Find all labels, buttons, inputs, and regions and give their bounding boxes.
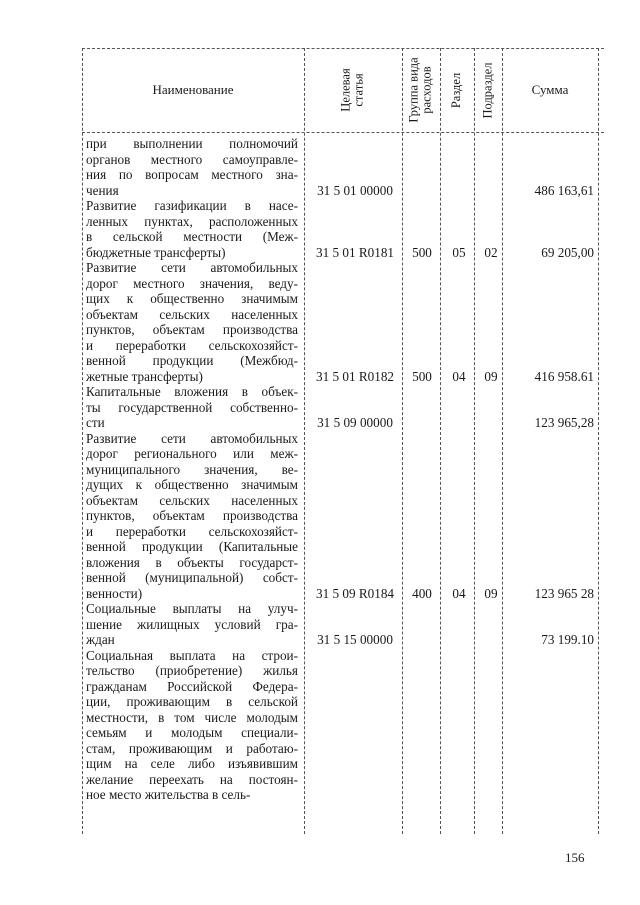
header-target-line2: статья [352, 73, 366, 107]
row-name-line: и переработки сельскохозяйст- [86, 337, 298, 353]
header-subsection-text: Подраздел [480, 62, 495, 118]
header-bottom-border [82, 132, 604, 133]
row-name-line: тельство (приобретение) жилья [86, 663, 298, 678]
row-name-line: сти [86, 415, 105, 430]
row-name-line: щих к общественно значимым [86, 291, 298, 306]
row-name-line: ждан [86, 632, 115, 647]
row-sum: 69 205,00 [541, 244, 594, 260]
row-subsection: 09 [484, 585, 498, 601]
row-sum: 73 199.10 [541, 632, 594, 647]
row-name-line: венной продукции (Межбюд- [86, 353, 298, 368]
header-section-text: Раздел [449, 72, 464, 108]
header-group [402, 48, 440, 132]
header-section [440, 48, 474, 132]
header-target-text [340, 68, 366, 111]
row-name-line: Капитальные вложения в объек- [86, 384, 298, 399]
row-name-line: пунктов, объектам производства [86, 322, 298, 337]
row-section: 04 [452, 585, 466, 601]
row-sum: 486 163,61 [534, 182, 594, 198]
col-divider [82, 48, 83, 834]
row-name-line: при выполнении полномочий [86, 136, 298, 151]
row-group: 400 [412, 585, 432, 601]
row-sum: 416 958.61 [534, 368, 594, 384]
row-name-line: Развитие газификации в насе- [86, 198, 298, 213]
row-name-line: венной (муниципальной) собст- [86, 570, 298, 585]
row-target-code: 31 5 15 00000 [317, 632, 393, 647]
row-sum: 123 965,28 [534, 415, 594, 430]
budget-table [82, 48, 604, 834]
row-name-line: гражданам Российской Федера- [86, 678, 298, 694]
row-name-line: семьям и молодым специали- [86, 725, 298, 740]
row-name-line: вложения в объекты государст- [86, 554, 298, 570]
row-name-line: ты государственной собственно- [86, 399, 298, 415]
row-name-line: щим на селе либо изъявившим [86, 756, 298, 771]
row-target-code: 31 5 01 00000 [317, 182, 393, 198]
row-subsection: 09 [484, 368, 498, 384]
col-divider [402, 48, 403, 834]
row-subsection: 02 [484, 244, 498, 260]
row-section: 05 [452, 244, 466, 260]
row-target-code: 31 5 09 R0184 [315, 585, 395, 601]
row-name-line: жетные трансферты) [86, 368, 203, 384]
col-divider [304, 48, 305, 834]
row-name-line: бюджетные трансферты) [86, 244, 226, 260]
col-divider [598, 48, 599, 834]
row-name-line: дорог регионального или меж- [86, 446, 298, 461]
header-sum [502, 48, 598, 132]
header-target-line1: Целевая [339, 68, 353, 112]
col-divider [502, 48, 503, 834]
row-name-line: дущих к общественно значимым [86, 477, 298, 492]
header-name-text: Наименование [152, 82, 234, 97]
row-name-line: ния по вопросам местного зна- [86, 167, 298, 182]
row-name-line: ции, проживающим в сельской [86, 694, 298, 709]
row-name-line: объектам сельских населенных [86, 306, 298, 322]
row-name-line: Развитие сети автомобильных [86, 260, 298, 275]
row-name-line: Развитие сети автомобильных [86, 430, 298, 446]
row-name-line: органов местного самоуправле- [86, 151, 298, 167]
page-number: 156 [565, 850, 585, 865]
header-group-text [408, 57, 434, 122]
row-name-line: дорог местного значения, веду- [86, 275, 298, 291]
row-section: 04 [452, 368, 466, 384]
row-name-line: венной продукции (Капитальные [86, 539, 298, 554]
row-name-line: пунктов, объектам производства [86, 508, 298, 523]
row-name-line: чения [86, 182, 119, 198]
row-target-code: 31 5 01 R0181 [315, 244, 395, 260]
row-name-line: Социальная выплата на строи- [86, 647, 298, 663]
row-sum: 123 965 28 [534, 585, 594, 601]
row-name-line: ное место жительства в сель- [86, 787, 251, 802]
row-name-line: венности) [86, 585, 143, 601]
col-divider [474, 48, 475, 834]
row-target-code: 31 5 01 R0182 [315, 368, 395, 384]
header-group-line2: расходов [420, 66, 435, 114]
row-name-line: и переработки сельскохозяйст- [86, 523, 298, 539]
col-divider [440, 48, 441, 834]
row-name-line: Социальные выплаты на улуч- [86, 601, 298, 616]
row-group: 500 [412, 244, 432, 260]
header-group-line1: Группа вида [407, 57, 422, 123]
row-name-line: муниципального значения, ве- [86, 461, 298, 477]
header-name [82, 48, 304, 132]
row-group: 500 [412, 368, 432, 384]
row-name-line: желание переехать на постоян- [86, 771, 298, 787]
header-subsection [474, 48, 502, 132]
header-target [304, 48, 402, 132]
row-name-line: местности, в том числе молодым [86, 709, 298, 725]
row-name-line: в сельской местности (Меж- [86, 229, 298, 244]
row-name-line: шение жилищных условий гра- [86, 616, 298, 632]
row-name-line: ленных пунктах, расположенных [86, 213, 298, 229]
header-sum-text: Сумма [531, 82, 569, 97]
row-name-line: стам, проживающим и работаю- [86, 740, 298, 756]
row-name-line: объектам сельских населенных [86, 492, 298, 508]
row-target-code: 31 5 09 00000 [317, 415, 393, 430]
